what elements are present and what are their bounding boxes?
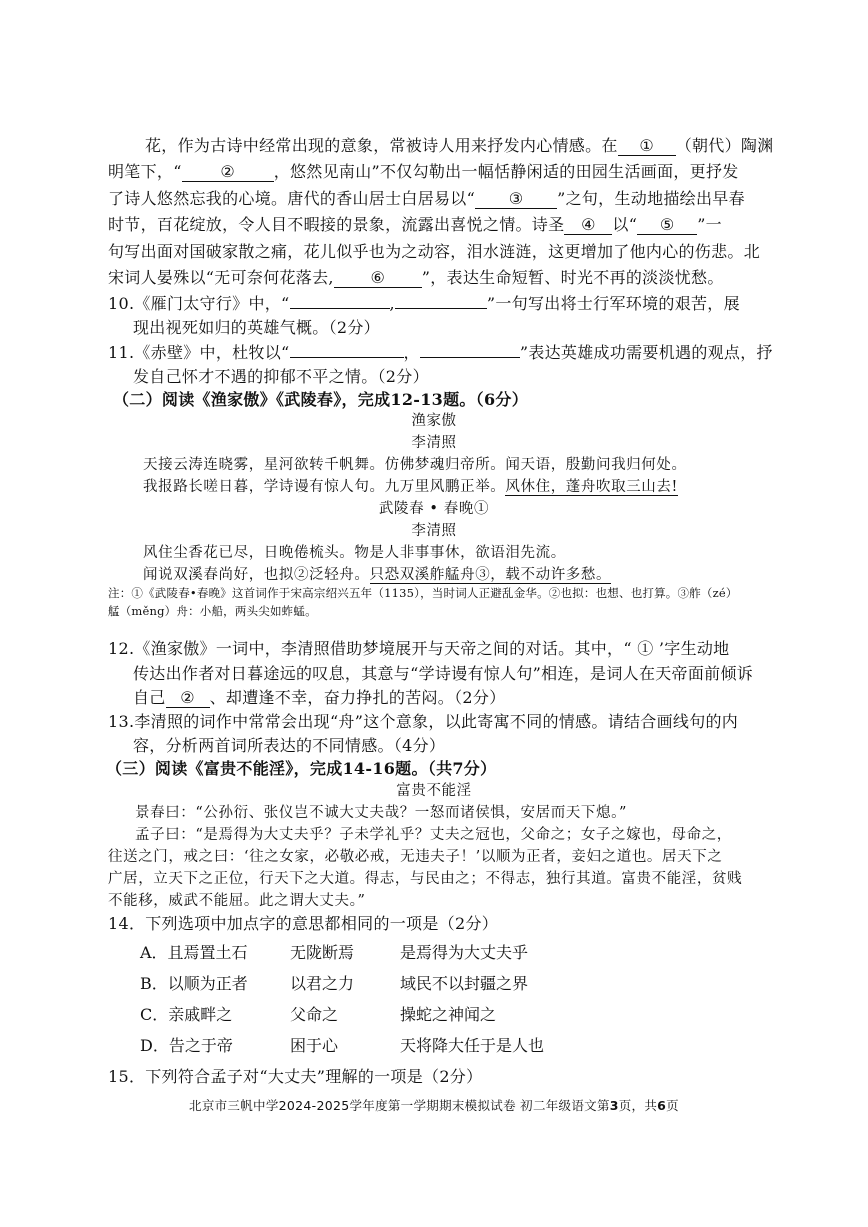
question-12: 12.《渔家傲》一词中，李清照借助梦境展开与天帝之间的对话。其中，“ ① ’字生动地: [108, 639, 730, 658]
question-10-cont: 现出视死如归的英雄气概。（2分）: [133, 318, 380, 337]
poem-1-author: 李清照: [411, 435, 457, 451]
page-footer: 北京市三帆中学2024-2025学年度第一学期期末模拟试卷 初二年级语文第3页，共6页: [189, 1098, 679, 1113]
q10-blank-2[interactable]: [395, 308, 487, 309]
question-14: 14．下列选项中加点字的意思都相同的一项是（2分）: [108, 914, 499, 933]
para-line-6: 宋词人晏殊以“无可奈何花落去, ⑥ ”，表达生命短暂、时光不再的淡淡忧愁。: [108, 268, 724, 287]
q11-blank-2[interactable]: [420, 357, 520, 358]
underlined-line-1: 风休住，蓬舟吹取三山去!: [505, 479, 678, 495]
blank-3[interactable]: ③: [475, 189, 557, 209]
page-number: 3: [609, 1098, 619, 1113]
question-12-cont-2: 自己 ② 、却遭逢不幸，奋力挣扎的苦闷。（2分）: [133, 688, 506, 707]
blank-4[interactable]: ④: [564, 215, 612, 235]
blank-5[interactable]: ⑤: [637, 215, 697, 235]
poem-2-author: 李清照: [411, 523, 457, 539]
q12-blank[interactable]: ②: [166, 688, 210, 708]
q11-blank-1[interactable]: [290, 357, 404, 358]
para-line-4: 时节，百花绽放，令人目不暇接的景象，流露出喜悦之情。诗圣 ④ 以“ ⑤ ”一: [108, 215, 722, 234]
section-3-heading: （三）阅读《富贵不能淫》，完成14-16题。（共7分）: [106, 759, 497, 778]
passage-line-4: 广居，立天下之正位，行天下之大道。得志，与民由之；不得志，独行其道。富贵不能淫，贫贱: [108, 871, 743, 887]
note-line-1: 注：①《武陵春•春晚》这首词作于宋高宗绍兴五年（1135），当时词人正避乱金华。②也拟：也想、也打算。③舴（zé）: [108, 586, 738, 600]
para-line-5: 句写出面对国破家散之痛，花儿似乎也为之动容，泪水涟涟，这更增加了他内心的伤悲。北: [108, 242, 761, 261]
para-line-1: 花，作为古诗中经常出现的意象，常被诗人用来抒发内心情感。在 ① （朝代）陶渊: [145, 136, 774, 155]
question-10: 10.《雁门太守行》中，“ , ”一句写出将士行军环境的艰苦，展: [108, 294, 740, 313]
poem-2-line-2: 闻说双溪春尚好，也拟②泛轻舟。只恐双溪舴艋舟③，载不动许多愁。: [143, 567, 612, 583]
section-2-heading: （二）阅读《渔家傲》《武陵春》，完成12-13题。（6分）: [113, 390, 529, 409]
passage-line-5: 不能移，威武不能屈。此之谓大丈夫。”: [108, 893, 366, 909]
passage-line-3: 往送之门，戒之曰：‘往之女家，必敬必戒，无违夫子！’以顺为正者，妾妇之道也。居天下之: [108, 849, 723, 865]
blank-6[interactable]: ⑥: [334, 268, 422, 288]
note-line-2: 艋（měng）舟：小船，两头尖如蚱蜢。: [108, 604, 317, 618]
passage-line-2: 孟子曰：“是焉得为大丈夫乎？子未学礼乎？丈夫之冠也，父命之；女子之嫁也，母命之，: [135, 827, 732, 843]
poem-1-title: 渔家傲: [411, 413, 457, 429]
poem-1-line-1: 天接云涛连晓雾，星河欲转千帆舞。仿佛梦魂归帝所。闻天语，殷勤问我归何处。: [143, 457, 687, 473]
question-15: 15．下列符合孟子对“大丈夫”理解的一项是（2分）: [108, 1067, 483, 1086]
question-13-cont: 容，分析两首词所表达的不同情感。（4分）: [133, 736, 446, 755]
passage-line-1: 景春曰：“公孙衍、张仪岂不诚大丈夫哉？一怒而诸侯惧，安居而天下熄。”: [135, 805, 627, 821]
blank-2[interactable]: ②: [182, 162, 274, 182]
passage-title: 富贵不能淫: [396, 783, 472, 799]
question-11: 11.《赤壁》中，杜牧以“ ， ”表达英雄成功需要机遇的观点，抒: [108, 343, 773, 362]
q10-blank-1[interactable]: [290, 308, 390, 309]
para-line-2: 明笔下，“ ② ，悠然见南山”不仅勾勒出一幅恬静闲适的田园生活画面，更抒发: [108, 162, 739, 181]
underlined-line-2: 只恐双溪舴艋舟③，载不动许多愁。: [369, 567, 612, 583]
para-line-3: 了诗人悠然忘我的心境。唐代的香山居士白居易以“ ③ ”之句，生动地描绘出早春: [108, 189, 745, 208]
poem-1-line-2: 我报路长嗟日暮，学诗谩有惊人句。九万里风鹏正举。风休住，蓬舟吹取三山去!: [143, 479, 678, 495]
page-total: 6: [657, 1098, 667, 1113]
blank-1[interactable]: ①: [618, 136, 676, 156]
poem-2-title: 武陵春 • 春晚①: [378, 501, 490, 517]
question-11-cont: 发自己怀才不遇的抑郁不平之情。（2分）: [133, 367, 429, 386]
exam-page: 花，作为古诗中经常出现的意象，常被诗人用来抒发内心情感。在 ① （朝代）陶渊 明笔下，“ ② ，悠然见南山”不仅勾勒出一幅恬静闲适的田园生活画面，更抒发 了诗人悠然忘我的心境。唐代的香山居士白居易以“ ③ ”之句，生动地描绘出早春 时节，百花绽放，令人目不暇接的景象，流露出喜悦之情。诗圣 ④ 以“ ⑤ ”一 句写出面对国破家散之痛，花儿似乎也为之动容，泪水涟涟，这更增加了他内心的伤悲。北 宋词人晏殊以“无可奈何花落去, ⑥ ”，表达生命短暂、时光不再的淡淡忧愁。 10.《雁门太守行》中，“ , ”一句写出将士行军环境的艰苦，展 现出视死如归的英雄气概。（2分） 11.《赤壁》中，杜牧以“ ， ”表达英雄成功需要机遇的观点，抒 发自己怀才不遇的抑郁不平之情。（2分） （二）阅读《渔家傲》《武陵春》，完成12-13题。（6分） 渔家傲 李清照 天接云涛连晓雾，星河欲转千帆舞。仿佛梦魂归帝所。闻天语，殷勤问我归何处。 我报路长嗟日暮，学诗谩有惊人句。九万里风鹏正举。风休住，蓬舟吹取三山去! 武陵春 • 春晚① 李清照 风住尘香花已尽，日晚倦梳头。物是人非事事休，欲语泪先流。 闻说双溪春尚好，也拟②泛轻舟。只恐双溪舴艋舟③，载不动许多愁。 注：①《武陵春•春晚》这首词作于宋高宗绍兴五年（1135），当时词人正避乱金华。②也拟：也想、也打算。③舴（zé） 艋（měng）舟：小船，两头尖如蚱蜢。 12.《渔家傲》一词中，李清照借助梦境展开与天帝之间的对话。其中，“ ① ’字生动地 传达出作者对日暮途远的叹息，其意与“学诗谩有惊人句”相连，是词人在天帝面前倾诉 自己 ② 、却遭逢不幸，奋力挣扎的苦闷。（2分） 13.李清照的词作中常常会出现“舟”这个意象，以此寄寓不同的情感。请结合画线句的内 容，分析两首词所表达的不同情感。（4分） （三）阅读《富贵不能淫》，完成14-16题。（共7分） 富贵不能淫 景春曰：“公孙衍、张仪岂不诚大丈夫哉？一怒而诸侯惧，安居而天下熄。” 孟子曰：“是焉得为大丈夫乎？子未学礼乎？丈夫之冠也，父命之；女子之嫁也，母命之， 往送之门，戒之曰：‘往之女家，必敬必戒，无违夫子！’以顺为正者，妾妇之道也。居天下之 广居，立天下之正位，行天下之大道。得志，与民由之；不得志，独行其道。富贵不能淫，贫贱 不能移，威武不能屈。此之谓大丈夫。” 14．下列选项中加点字的意思都相同的一项是（2分） A．且焉置土石 无陇断焉 是焉得为大丈夫乎 B．以顺为正者 以君之力 域民不以封疆之界 C．亲戚畔之 父命之 操蛇之神闻之 D．告之于帝 困于心 天将降大任于是人也 15．下列符合孟子对“大丈夫”理解的一项是（2分） 北京市三帆中学2024-2025学年度第一学期期末模拟试卷 初二年级语文第3页，共6页: [0, 0, 868, 1227]
poem-2-line-1: 风住尘香花已尽，日晚倦梳头。物是人非事事休，欲语泪先流。: [143, 545, 566, 561]
question-12-cont-1: 传达出作者对日暮途远的叹息，其意与“学诗谩有惊人句”相连，是词人在天帝面前倾诉: [133, 664, 754, 683]
question-13: 13.李清照的词作中常常会出现“舟”这个意象，以此寄寓不同的情感。请结合画线句的内: [108, 712, 739, 731]
